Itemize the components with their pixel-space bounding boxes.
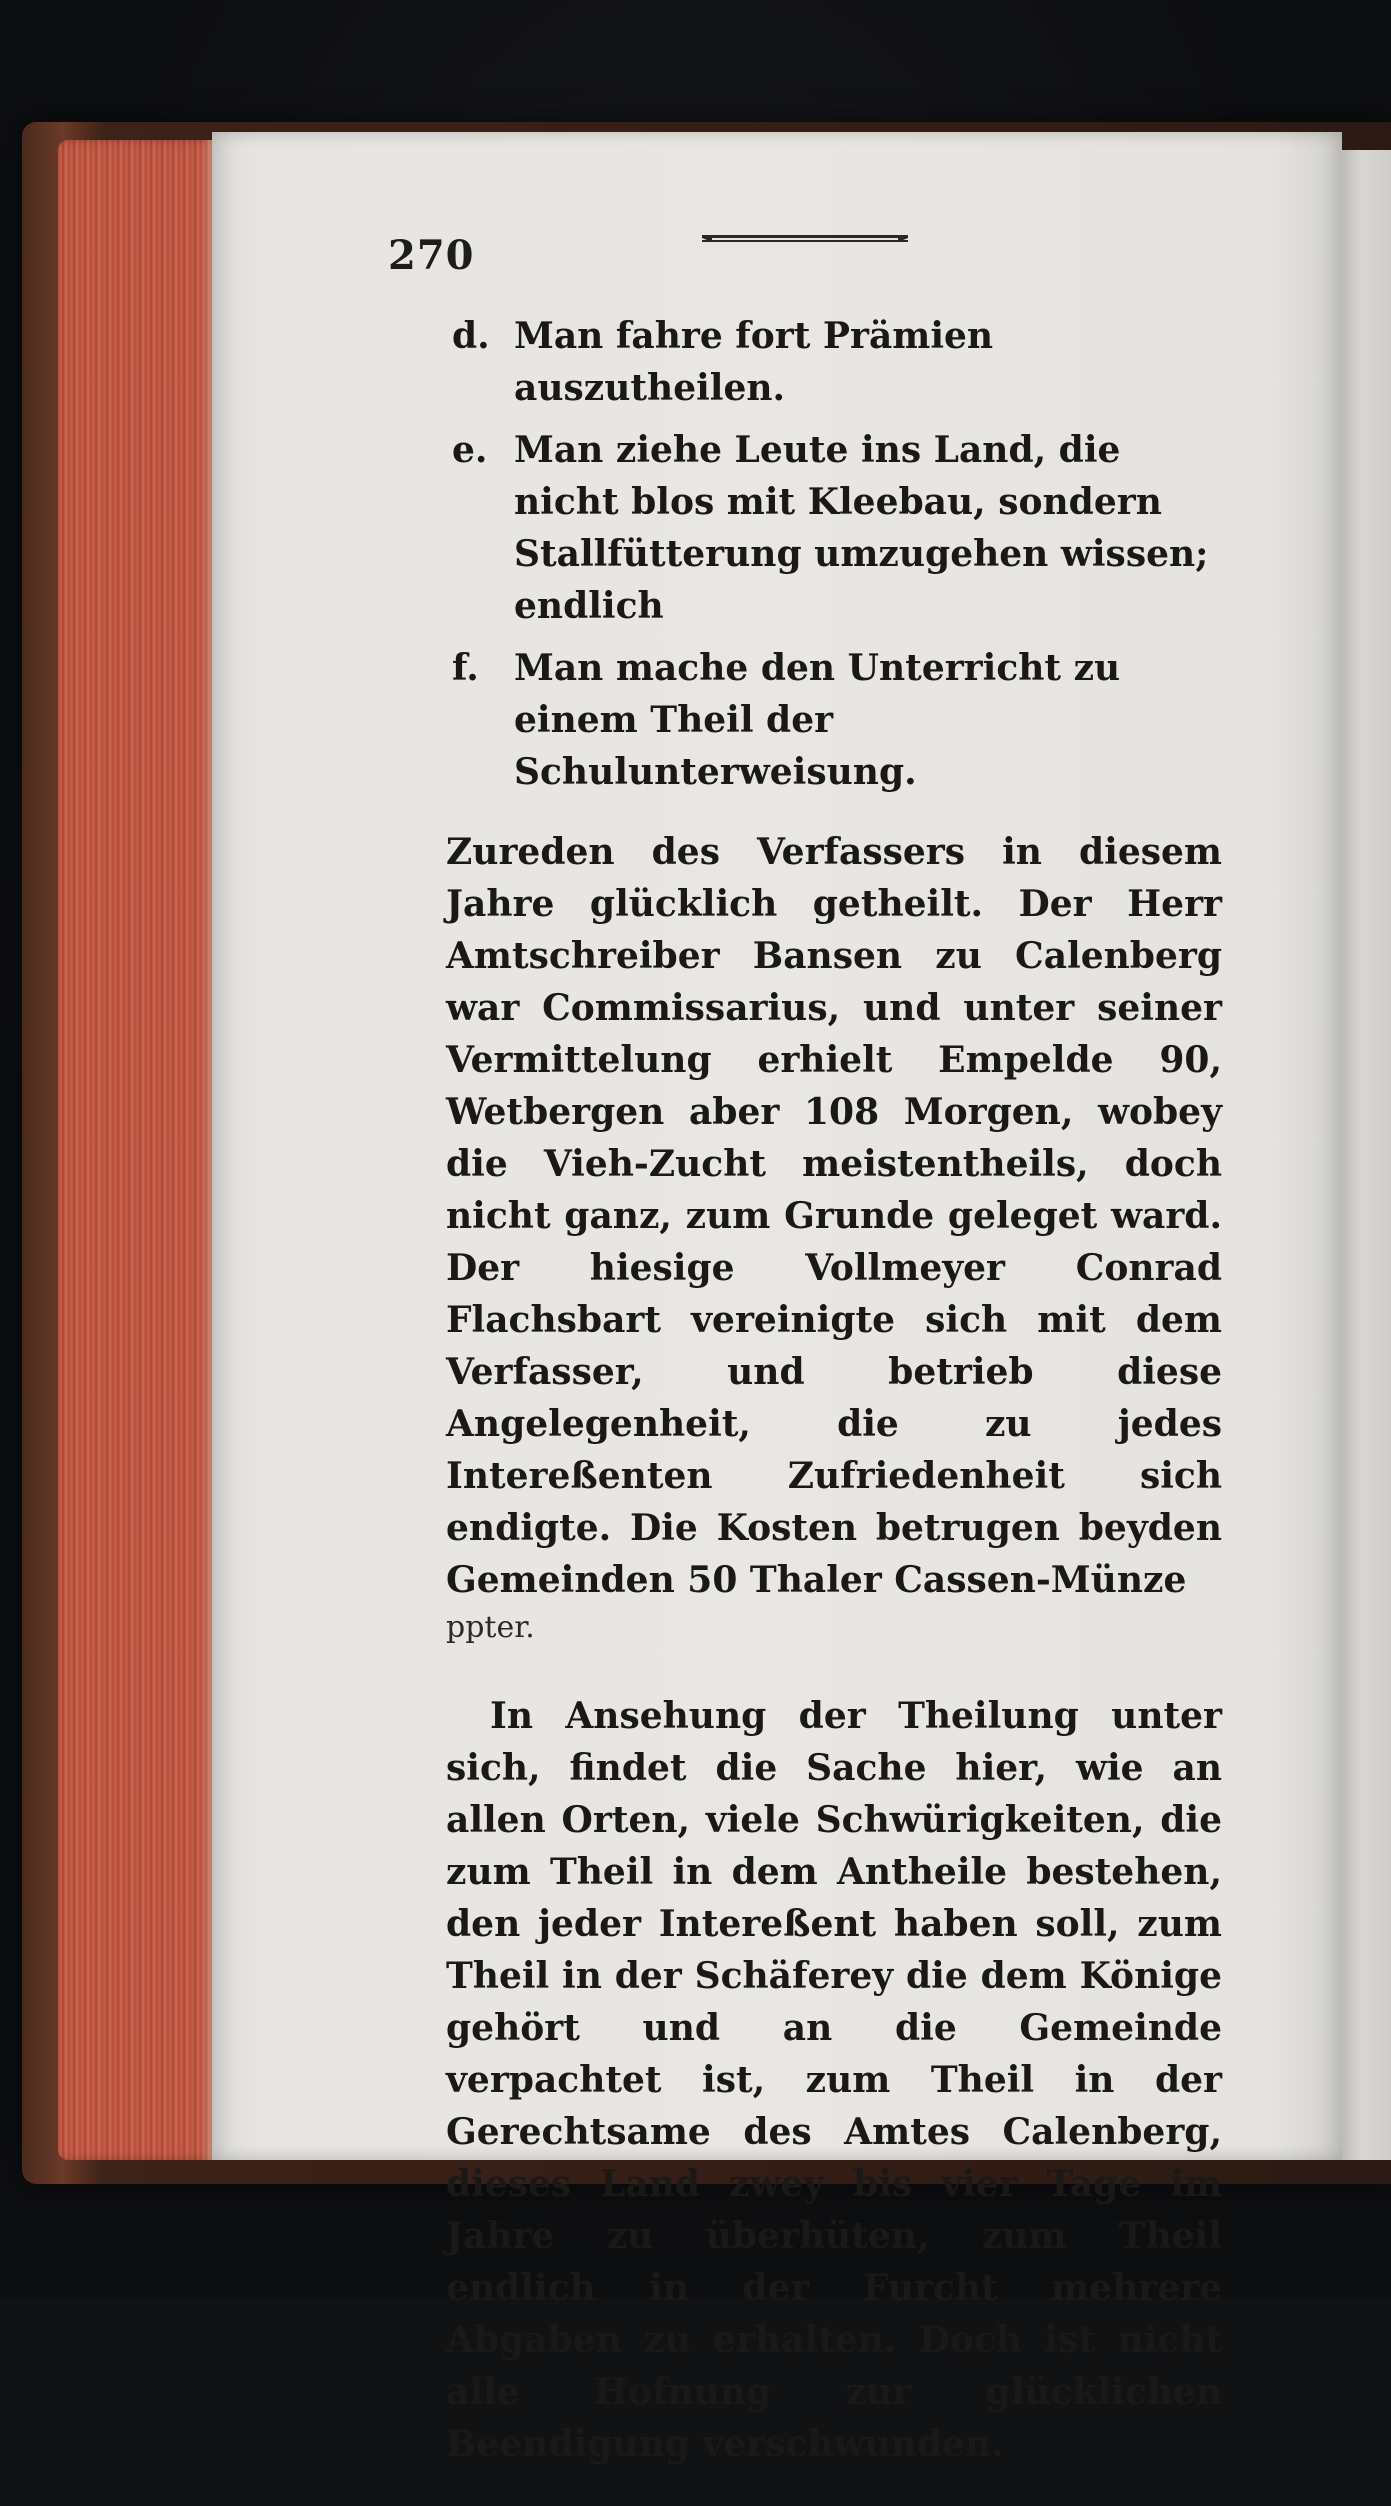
header-ornament-rule xyxy=(702,232,908,246)
list-item xyxy=(452,424,1222,632)
body-paragraph xyxy=(446,826,1222,1654)
paragraph-text: Zureden des Verfassers in diesem Jahre glücklich getheilt. Der Herr Amtschreiber Bansen zu Calenberg war Commissarius, und unter seiner Vermittelung erhielt Empelde 90, Wetbergen aber 108 Morgen, wobey die Vieh-Zucht meistentheils, doch nicht ganz, zum Grunde geleget ward. Der hiesige Vollmeyer Conrad Flachsbart vereinigte sich mit dem Verfasser, und betrieb diese Angelegenheit, die zu jedes Intereßenten Zufriedenheit sich endigte. Die Kosten betrugen beyden Gemeinden 50 Thaler Cassen-Münze xyxy=(446,831,1222,1601)
page-text xyxy=(446,310,1222,2506)
list-item xyxy=(452,642,1222,798)
body-paragraph xyxy=(446,1690,1222,2470)
signoff-text: ppter. xyxy=(446,1610,535,1645)
next-page-edge xyxy=(1342,150,1391,2160)
page-stack-edges xyxy=(58,140,218,2160)
page-number: 270 xyxy=(388,232,475,279)
list-marker: d. xyxy=(452,315,490,357)
list-marker: f. xyxy=(452,647,479,689)
list-item-text: Man fahre fort Prämien auszutheilen. xyxy=(514,315,994,409)
list-item-text: Man mache den Unterricht zu einem Theil der Schulunterweisung. xyxy=(514,647,1121,793)
list-item xyxy=(452,310,1222,414)
paragraph-text: In Ansehung der Theilung unter sich, findet die Sache hier, wie an allen Orten, viele Schwürigkeiten, die zum Theil in dem Antheile bestehen, den jeder Intereßent haben soll, zum Theil in der Schäferey die dem Könige gehört und an die Gemeinde verpachtet ist, zum Theil in der Gerechtsame des Amtes Calenberg, dieses Land zwey bis vier Tage im Jahre zu überhüten, zum Theil endlich in der Furcht mehrere Abgaben zu erhalten. Doch ist nicht alle Hofnung zur glücklichen Beendigung verschwunden. xyxy=(446,1695,1222,2465)
list-item-text: Man ziehe Leute ins Land, die nicht blos mit Kleebau, sondern Stallfütterung umzugehen wissen; endlich xyxy=(514,429,1209,627)
list-marker: e. xyxy=(452,429,488,471)
